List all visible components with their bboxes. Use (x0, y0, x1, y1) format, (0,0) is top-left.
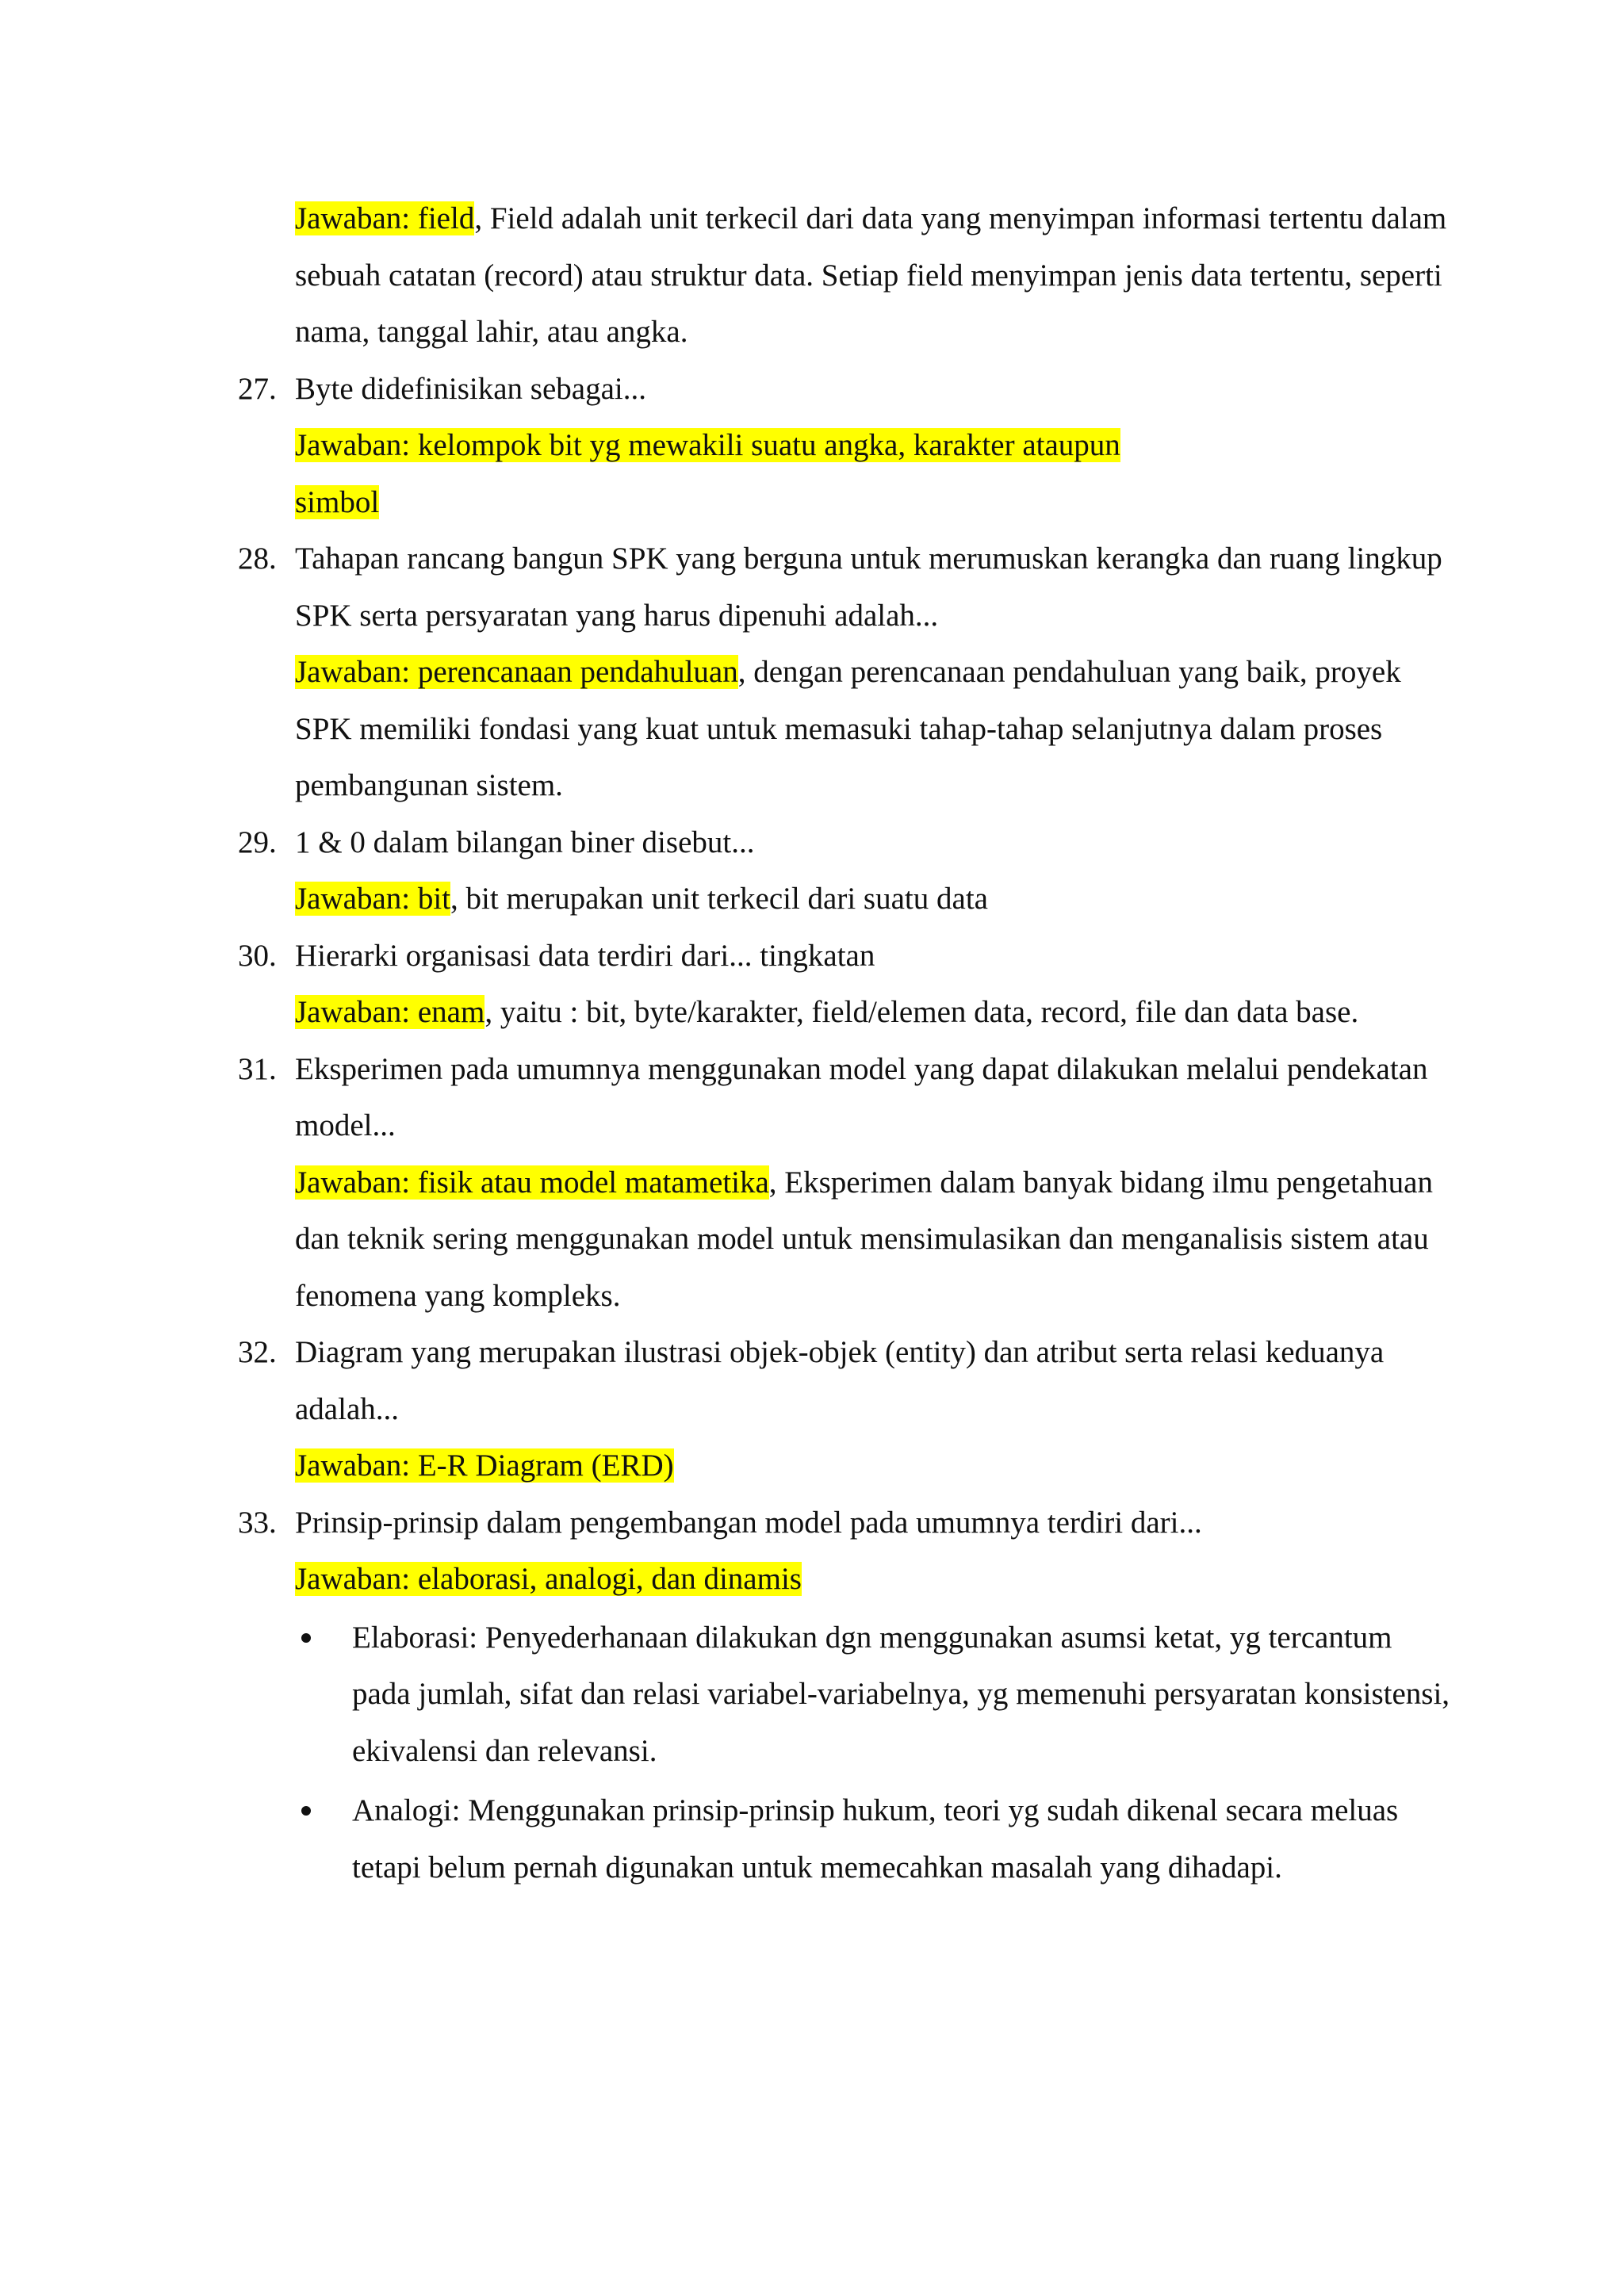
answer-paragraph (295, 1551, 1451, 1608)
answer-explanation: , dengan perencanaan pendahuluan yang baik, proyek SPK memiliki fondasi yang kuat untuk memasuki tahap-tahap selanjutnya dalam proses pembangunan sistem. (295, 655, 1401, 802)
answer-paragraph (295, 190, 1451, 361)
list-item-33 (238, 1494, 1451, 1608)
answer-paragraph (295, 1154, 1451, 1325)
bullet-item-analogi (238, 1782, 1451, 1896)
question-text: Prinsip-prinsip dalam pengembangan model pada umumnya terdiri dari... (295, 1505, 1202, 1540)
answer-highlight: Jawaban: fisik atau model matametika (295, 1165, 769, 1200)
list-item-32 (238, 1324, 1451, 1494)
item-number: 31. (238, 1051, 277, 1086)
item-number: 28. (238, 541, 277, 576)
answer-explanation: , Eksperimen dalam banyak bidang ilmu pengetahuan dan teknik sering menggunakan model untuk mensimulasikan dan menganalisis sistem atau fenomena yang kompleks. (295, 1165, 1433, 1313)
bullet-text: Analogi: Menggunakan prinsip-prinsip hukum, teori yg sudah dikenal secara meluas tetapi belum pernah digunakan untuk memecahkan masalah yang dihadapi. (352, 1793, 1399, 1885)
answer-highlight: Jawaban: elaborasi, analogi, dan dinamis (295, 1562, 802, 1596)
question-text: Diagram yang merupakan ilustrasi objek-objek (entity) dan atribut serta relasi keduanya adalah... (295, 1335, 1385, 1426)
item-number: 33. (238, 1505, 277, 1540)
answer-highlight: Jawaban: bit (295, 882, 451, 916)
bullet-dot-icon (301, 1806, 311, 1816)
answer-highlight: Jawaban: enam (295, 995, 485, 1029)
list-item-27 (238, 361, 1451, 531)
answer-highlight: simbol (295, 484, 380, 519)
answer-explanation: , bit merupakan unit terkecil dari suatu data (450, 882, 988, 916)
answer-paragraph (295, 1437, 1451, 1494)
list-item-30 (238, 928, 1451, 1041)
list-item-29 (238, 814, 1451, 928)
question-text: 1 & 0 dalam bilangan biner disebut... (295, 825, 755, 859)
item-26-answer (238, 190, 1451, 361)
answer-paragraph (295, 474, 1451, 531)
question-text: Hierarki organisasi data terdiri dari... tingkatan (295, 938, 875, 973)
question-text: Tahapan rancang bangun SPK yang berguna untuk merumuskan kerangka dan ruang lingkup SPK serta persyaratan yang harus dipenuhi adalah... (295, 541, 1442, 633)
item-number: 29. (238, 825, 277, 859)
answer-paragraph (295, 644, 1451, 814)
question-text: Eksperimen pada umumnya menggunakan model yang dapat dilakukan melalui pendekatan model... (295, 1051, 1428, 1142)
answer-highlight: Jawaban: perencanaan pendahuluan (295, 655, 738, 689)
answer-paragraph (295, 984, 1451, 1041)
list-item-28 (238, 530, 1451, 814)
answer-explanation: , Field adalah unit terkecil dari data yang menyimpan informasi tertentu dalam sebuah catatan (record) atau struktur data. Setiap field menyimpan jenis data tertentu, seperti nama, tanggal lahir, atau angka. (295, 201, 1447, 349)
answer-highlight: Jawaban: E-R Diagram (ERD) (295, 1448, 674, 1483)
answer-paragraph (295, 871, 1451, 928)
answer-highlight: Jawaban: kelompok bit yg mewakili suatu angka, karakter ataupun (295, 428, 1120, 462)
bullet-item-elaborasi (238, 1609, 1451, 1780)
list-item-31 (238, 1041, 1451, 1325)
answer-paragraph (295, 417, 1451, 474)
answer-explanation: , yaitu : bit, byte/karakter, field/elemen data, record, file dan data base. (485, 995, 1359, 1029)
question-text: Byte didefinisikan sebagai... (295, 371, 646, 406)
item-number: 30. (238, 938, 277, 973)
bullet-text: Elaborasi: Penyederhanaan dilakukan dgn menggunakan asumsi ketat, yg tercantum pada jumlah, sifat dan relasi variabel-variabelnya, yg memenuhi persyaratan konsistensi, ekivalensi dan relevansi. (352, 1620, 1450, 1768)
item-number: 27. (238, 371, 277, 406)
document-content (238, 190, 1451, 1896)
answer-highlight: Jawaban: field (295, 201, 475, 235)
bullet-dot-icon (301, 1633, 311, 1643)
item-number: 32. (238, 1335, 277, 1369)
